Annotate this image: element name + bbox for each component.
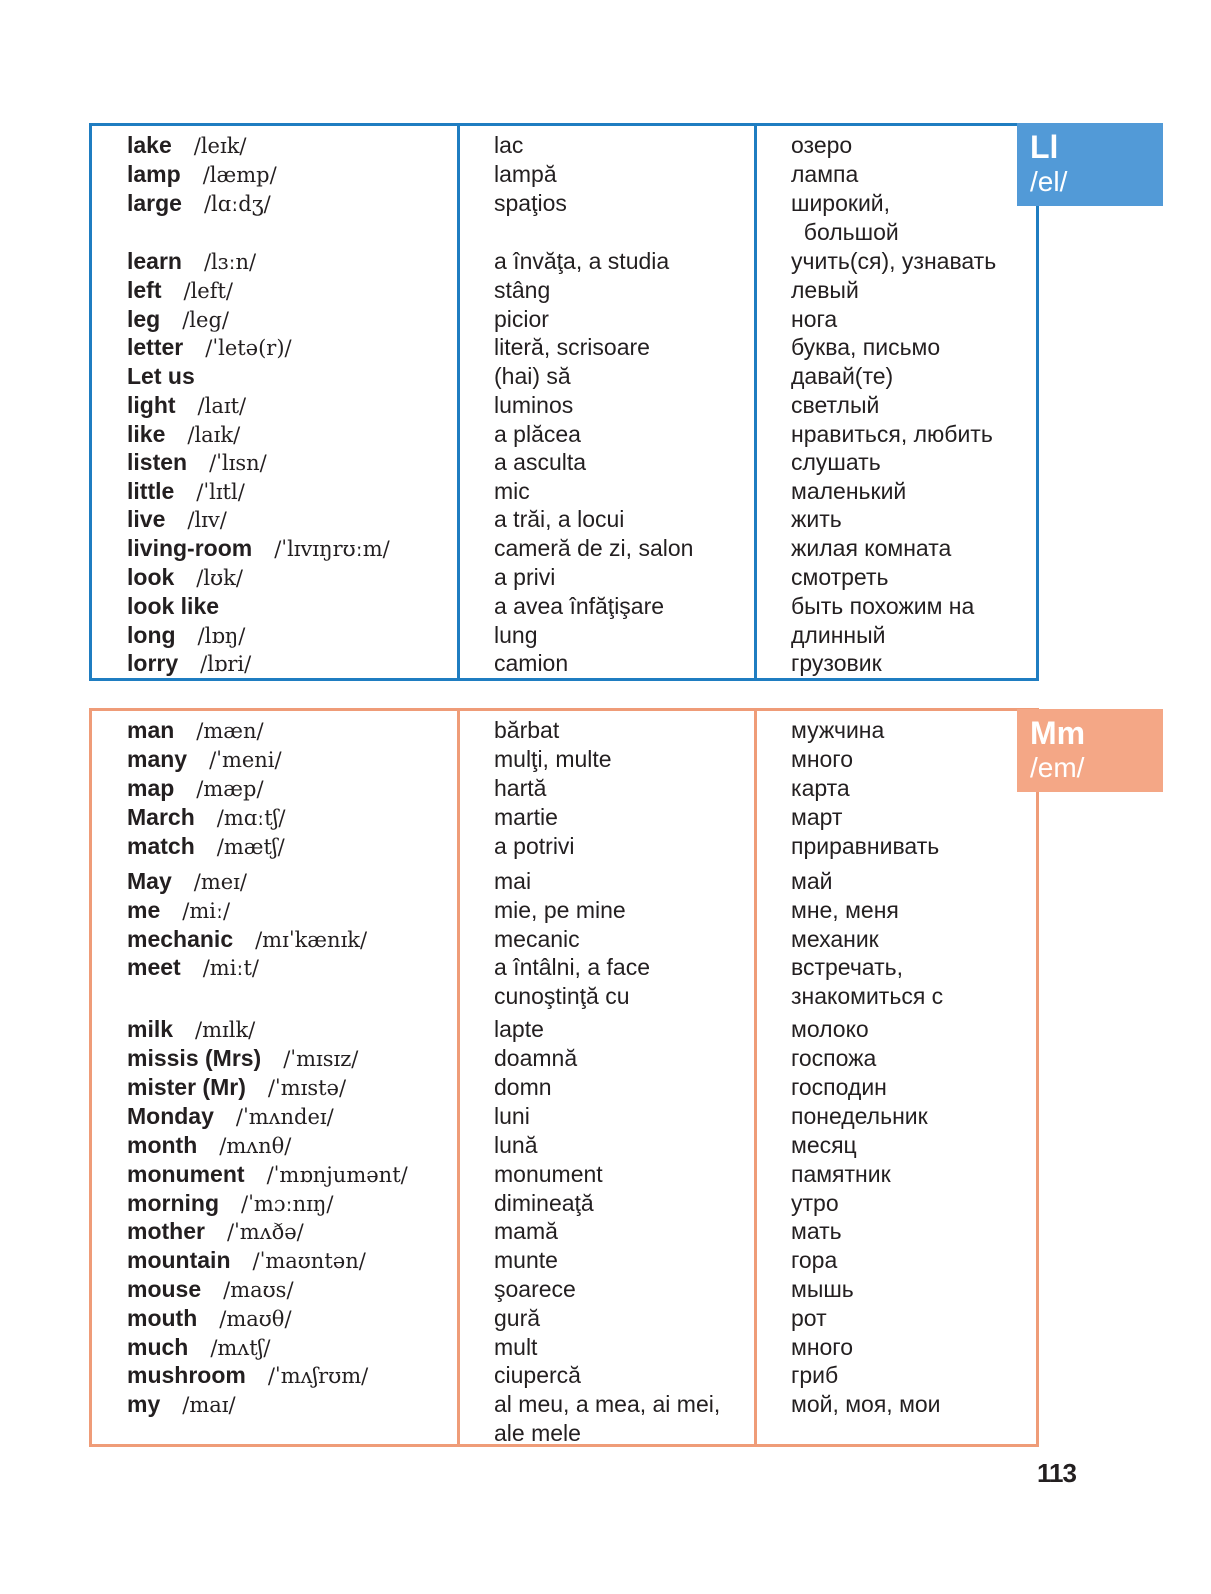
phonetic-transcription: /lɪv/ [187,508,227,532]
phonetic-transcription: /laɪk/ [187,423,241,447]
romanian-translation: lapte [494,1016,544,1042]
russian-translation: смотреть [791,564,889,590]
russian-translation: понедельник [791,1103,928,1129]
phonetic-transcription: /mætʃ/ [216,835,285,859]
vocab-row [0,1361,1040,1390]
phonetic-transcription: /mæn/ [196,719,264,743]
romanian-translation: camion [494,650,569,676]
phonetic-transcription: /ˈmɪstə/ [267,1076,347,1100]
vocab-row [0,534,1040,563]
english-word: like [127,421,166,447]
phonetic-transcription: /ˈmɔːnɪŋ/ [241,1192,334,1216]
romanian-translation: mecanic [494,926,580,952]
vocab-row [0,867,1040,896]
russian-translation: нравиться, любить [791,421,993,447]
english-word: missis (Mrs) [127,1045,262,1071]
romanian-translation: cameră de zi, salon [494,535,694,561]
russian-translation: утро [791,1190,839,1216]
english-entry [127,420,240,450]
russian-translation: буква, письмо [791,334,941,360]
english-word: mouth [127,1305,198,1331]
russian-translation: механик [791,926,879,952]
romanian-translation: picior [494,306,549,332]
english-entry [127,1304,292,1334]
phonetic-transcription: /læmp/ [202,163,277,187]
vocab-row [0,276,1040,305]
english-entry [127,832,285,862]
romanian-translation: ciupercă [494,1362,581,1388]
english-word: letter [127,334,184,360]
vocab-row [0,1102,1040,1131]
vocab-row [0,896,1040,925]
phonetic-transcription: /lɒri/ [200,652,252,676]
phonetic-transcription: /mɪlk/ [195,1018,256,1042]
vocab-row [0,131,1040,160]
tab-phonetic: /em/ [1030,752,1085,783]
english-word: lake [127,132,172,158]
romanian-translation: lampă [494,161,557,187]
english-word: left [127,277,162,303]
english-word: leg [127,306,161,332]
romanian-translation: lung [494,622,538,648]
vocab-row [0,1275,1040,1304]
romanian-translation: lac [494,132,524,158]
phonetic-transcription: /laɪt/ [197,394,247,418]
english-word: lamp [127,161,181,187]
russian-translation: лампа [791,161,859,187]
russian-translation: грузовик [791,650,882,676]
romanian-translation: lună [494,1132,538,1158]
russian-translation: госпожа [791,1045,877,1071]
russian-translation: мне, меня [791,897,899,923]
english-entry [127,477,245,507]
english-entry [127,953,259,983]
phonetic-transcription: /lʊk/ [196,566,243,590]
english-word: monument [127,1161,245,1187]
vocab-row [0,745,1040,774]
english-entry [127,1044,358,1074]
romanian-translation: a avea înfăţişare [494,593,665,619]
romanian-translation: stâng [494,277,551,303]
phonetic-transcription: /lɒŋ/ [197,624,246,648]
vocab-row [0,1015,1040,1044]
vocab-row [0,1131,1040,1160]
russian-translation: много [791,1334,853,1360]
romanian-translation: munte [494,1247,558,1273]
english-entry [127,1131,291,1161]
english-word: March [127,804,195,830]
romanian-translation: luminos [494,392,574,418]
russian-translation: светлый [791,392,880,418]
phonetic-transcription: /lɜːn/ [203,250,257,274]
tab-letter: Ll [1030,129,1059,165]
english-entry [127,448,267,478]
english-word: much [127,1334,189,1360]
russian-translation: много [791,746,853,772]
english-word: milk [127,1016,174,1042]
english-word: light [127,392,176,418]
english-entry [127,649,251,679]
english-word: lorry [127,650,179,676]
english-entry [127,1333,270,1363]
english-word: mother [127,1218,205,1244]
phonetic-transcription: /mæp/ [196,777,264,801]
phonetic-transcription: /ˈletə(r)/ [205,336,292,360]
romanian-translation: literă, scrisoare [494,334,650,360]
russian-translation: памятник [791,1161,891,1187]
phonetic-transcription: /leɪk/ [193,134,247,158]
romanian-translation: spaţios [494,190,567,216]
phonetic-transcription: /ˈlɪtl/ [196,480,245,504]
romanian-translation: mulţi, multe [494,746,612,772]
english-entry [127,534,390,564]
russian-translation: длинный [791,622,886,648]
english-entry [127,247,256,277]
romanian-translation: bărbat [494,717,560,743]
english-word: month [127,1132,198,1158]
russian-translation: маленький [791,478,907,504]
phonetic-transcription: /ˈmɪsɪz/ [283,1047,359,1071]
vocab-row [0,649,1040,678]
vocab-row [0,1333,1040,1362]
english-word: large [127,190,182,216]
vocab-row [0,1073,1040,1102]
vocab-row [0,716,1040,745]
english-entry [127,1390,236,1420]
phonetic-transcription: /ˈmʌðə/ [226,1220,304,1244]
tab-letter: Mm [1030,715,1086,751]
english-word: living-room [127,535,253,561]
vocab-row [0,505,1040,534]
vocab-row [0,448,1040,477]
romanian-translation: monument [494,1161,603,1187]
russian-translation: быть похожим на [791,593,975,619]
vocab-row [0,160,1040,189]
phonetic-transcription: /ˈmʌʃrʊm/ [267,1364,369,1388]
phonetic-transcription: /mʌtʃ/ [210,1336,271,1360]
phonetic-transcription: /meɪ/ [193,870,247,894]
vocab-row [0,305,1040,334]
phonetic-transcription: /maɪ/ [182,1393,236,1417]
english-word: listen [127,449,188,475]
romanian-translation: mamă [494,1218,558,1244]
english-entry [127,276,233,306]
phonetic-transcription: /maʊs/ [223,1278,294,1302]
english-entry [127,1246,366,1276]
english-entry [127,1275,294,1305]
page-number: 113 [1037,1458,1076,1488]
english-word: learn [127,248,182,274]
russian-translation: май [791,868,833,894]
russian-translation: гора [791,1247,838,1273]
english-word: my [127,1391,161,1417]
english-word: meet [127,954,181,980]
english-entry [127,592,219,621]
russian-translation: мужчина [791,717,885,743]
vocab-row [0,1390,1040,1446]
vocab-row [0,1304,1040,1333]
phonetic-transcription: /mɑːtʃ/ [216,806,286,830]
english-entry [127,774,264,804]
vocab-row [0,803,1040,832]
romanian-translation: a întâlni, a face cunoştinţă cu [494,954,650,1009]
romanian-translation: a învăţa, a studia [494,248,670,274]
russian-translation: март [791,804,843,830]
vocab-row [0,774,1040,803]
romanian-translation: a potrivi [494,833,575,859]
english-entry [127,1160,408,1190]
english-word: mountain [127,1247,231,1273]
english-word: man [127,717,175,743]
english-word: Let us [127,363,195,389]
english-entry [127,305,229,335]
russian-translation: нога [791,306,838,332]
vocab-row [0,477,1040,506]
vocab-row [0,189,1040,245]
english-word: match [127,833,195,859]
vocab-row [0,621,1040,650]
romanian-translation: mic [494,478,530,504]
phonetic-transcription: /ˈlɪvɪŋrʊːm/ [274,537,390,561]
english-entry [127,621,245,651]
english-entry [127,189,271,219]
vocab-row [0,563,1040,592]
romanian-translation: mult [494,1334,538,1360]
english-entry [127,925,367,955]
english-entry [127,896,230,926]
english-entry [127,391,246,421]
russian-translation: жить [791,506,842,532]
vocab-row [0,1217,1040,1246]
english-word: little [127,478,175,504]
phonetic-transcription: /mʌnθ/ [219,1134,292,1158]
russian-translation: карта [791,775,850,801]
russian-translation: господин [791,1074,887,1100]
vocab-row [0,1189,1040,1218]
romanian-translation: doamnă [494,1045,578,1071]
phonetic-transcription: /ˈmaʊntən/ [252,1249,366,1273]
russian-translation: встречать, знакомиться с [791,954,944,1009]
english-word: May [127,868,172,894]
romanian-translation: domn [494,1074,552,1100]
vocab-row [0,1160,1040,1189]
phonetic-transcription: /ˈmɒnjumənt/ [266,1163,408,1187]
romanian-translation: a asculta [494,449,587,475]
english-word: live [127,506,166,532]
vocab-row [0,362,1040,391]
english-word: Monday [127,1103,214,1129]
phonetic-transcription: /miːt/ [202,956,259,980]
english-entry [127,716,264,746]
english-word: me [127,897,161,923]
romanian-translation: martie [494,804,558,830]
english-entry [127,333,292,363]
romanian-translation: (hai) să [494,363,571,389]
romanian-translation: hartă [494,775,547,801]
english-word: mister (Mr) [127,1074,246,1100]
russian-translation: учить(ся), узнавать [791,248,997,274]
vocab-row [0,391,1040,420]
vocab-row [0,247,1040,276]
english-entry [127,867,247,897]
romanian-translation: a plăcea [494,421,581,447]
romanian-translation: dimineaţă [494,1190,594,1216]
russian-translation: рот [791,1305,827,1331]
english-entry [127,1102,334,1132]
phonetic-transcription: /leg/ [182,308,229,332]
english-entry [127,160,277,190]
vocab-row [0,420,1040,449]
vocab-row [0,925,1040,954]
russian-translation: приравнивать [791,833,940,859]
tab-phonetic: /el/ [1030,166,1068,197]
russian-translation: жилая комната [791,535,952,561]
english-entry [127,1189,333,1219]
vocab-row [0,832,1040,861]
russian-translation: молоко [791,1016,869,1042]
english-word: look [127,564,175,590]
russian-translation: левый [791,277,859,303]
romanian-translation: mie, pe mine [494,897,626,923]
english-word: many [127,746,188,772]
english-entry [127,1073,346,1103]
russian-translation: давай(те) [791,363,894,389]
vocab-row [0,592,1040,621]
phonetic-transcription: /ˈmeni/ [209,748,282,772]
russian-translation: месяц [791,1132,857,1158]
phonetic-transcription: /miː/ [182,899,231,923]
english-word: mechanic [127,926,234,952]
russian-translation: мать [791,1218,842,1244]
phonetic-transcription: /lɑːdʒ/ [203,192,271,216]
russian-translation: слушать [791,449,881,475]
english-entry [127,1015,255,1045]
english-entry [127,803,285,833]
english-word: long [127,622,176,648]
romanian-translation: gură [494,1305,541,1331]
phonetic-transcription: /ˈmʌndeɪ/ [235,1105,334,1129]
vocab-row [0,333,1040,362]
vocab-row [0,1044,1040,1073]
english-word: morning [127,1190,219,1216]
romanian-translation: luni [494,1103,530,1129]
english-entry [127,362,195,391]
english-word: map [127,775,175,801]
romanian-translation: mai [494,868,532,894]
russian-translation: мышь [791,1276,854,1302]
phonetic-transcription: /ˈlɪsn/ [209,451,267,475]
phonetic-transcription: /maʊθ/ [219,1307,292,1331]
vocab-row [0,1246,1040,1275]
english-entry [127,563,243,593]
romanian-translation: şoarece [494,1276,576,1302]
english-entry [127,1217,304,1247]
romanian-translation: a privi [494,564,556,590]
english-word: mouse [127,1276,202,1302]
romanian-translation: a trăi, a locui [494,506,625,532]
vocab-row [0,953,1040,1009]
phonetic-transcription: /left/ [183,279,234,303]
russian-translation: гриб [791,1362,839,1388]
russian-translation: мой, моя, мои [791,1391,941,1417]
english-entry [127,745,282,775]
romanian-translation: al meu, a mea, ai mei, ale mele [494,1391,721,1446]
english-word: mushroom [127,1362,246,1388]
phonetic-transcription: /mɪˈkænɪk/ [255,928,368,952]
english-word: look like [127,593,220,619]
english-entry [127,1361,368,1391]
english-entry [127,131,247,161]
russian-translation: озеро [791,132,853,158]
english-entry [127,505,227,535]
russian-translation: широкий, большой [791,190,899,245]
